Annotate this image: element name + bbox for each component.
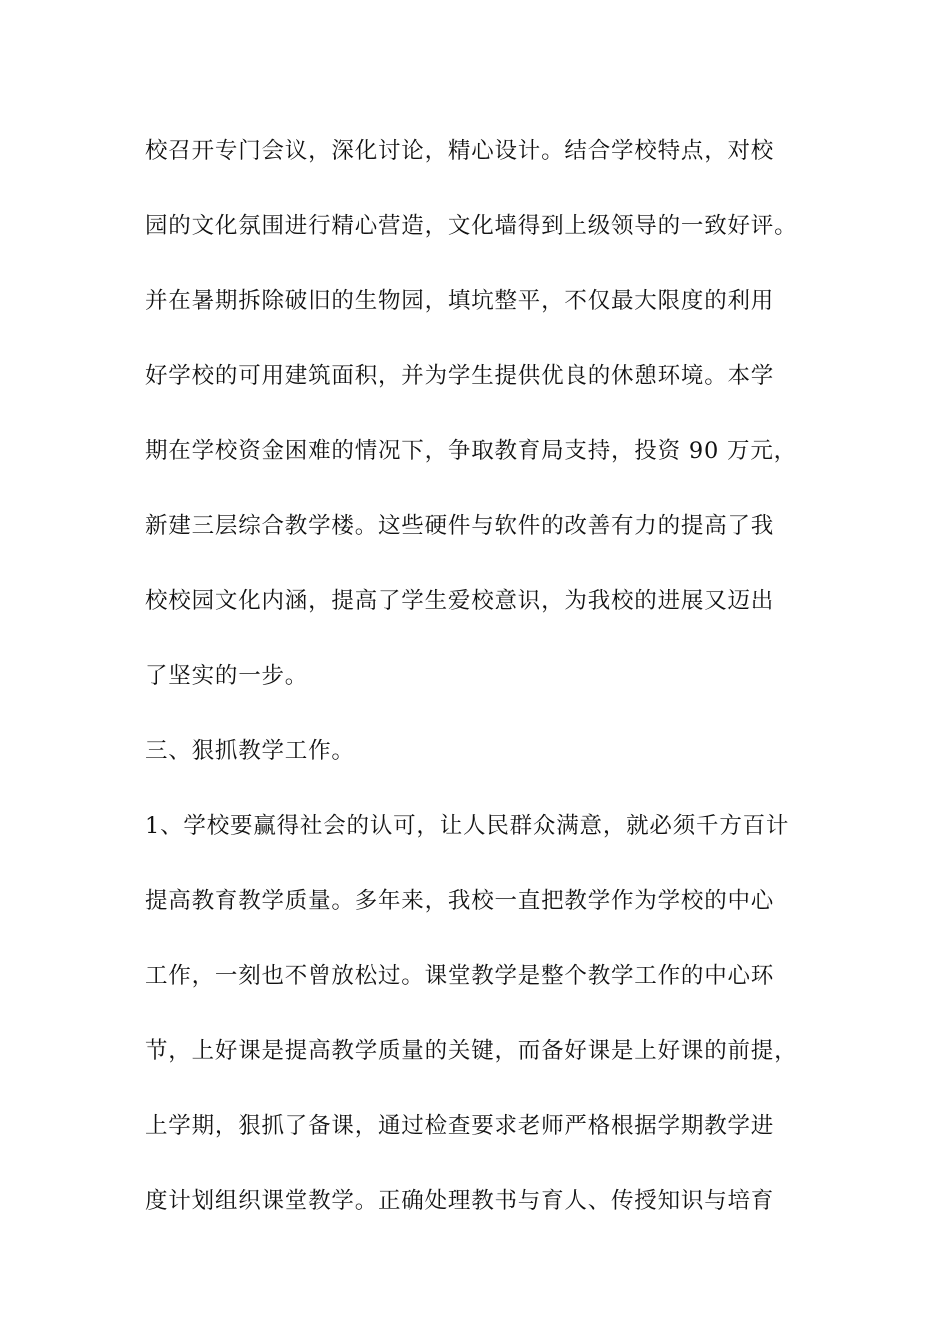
text-line: 期在学校资金困难的情况下，争取教育局支持，投资 90 万元， xyxy=(145,438,797,464)
text-line: 校校园文化内涵，提高了学生爱校意识，为我校的进展又迈出 xyxy=(145,588,775,614)
text-line: 好学校的可用建筑面积，并为学生提供优良的休憩环境。本学 xyxy=(145,363,775,389)
text-line: 提高教育教学质量。多年来，我校一直把教学作为学校的中心 xyxy=(145,888,775,914)
text-line: 节，上好课是提高教学质量的关键，而备好课是上好课的前提， xyxy=(145,1038,798,1064)
section-heading: 三、狠抓教学工作。 xyxy=(145,738,355,764)
text-line: 1、学校要赢得社会的认可，让人民群众满意，就必须千方百计 xyxy=(145,813,790,839)
text-line: 了坚实的一步。 xyxy=(145,663,309,689)
text-line: 园的文化氛围进行精心营造，文化墙得到上级领导的一致好评。 xyxy=(145,213,798,239)
text-line: 并在暑期拆除破旧的生物园，填坑整平，不仅最大限度的利用 xyxy=(145,288,775,314)
text-line: 度计划组织课堂教学。正确处理教书与育人、传授知识与培育 xyxy=(145,1188,775,1214)
text-line: 工作，一刻也不曾放松过。课堂教学是整个教学工作的中心环 xyxy=(145,963,775,989)
text-line: 上学期，狠抓了备课，通过检查要求老师严格根据学期教学进 xyxy=(145,1113,775,1139)
text-line: 校召开专门会议，深化讨论，精心设计。结合学校特点，对校 xyxy=(145,138,775,164)
text-line: 新建三层综合教学楼。这些硬件与软件的改善有力的提高了我 xyxy=(145,513,775,539)
